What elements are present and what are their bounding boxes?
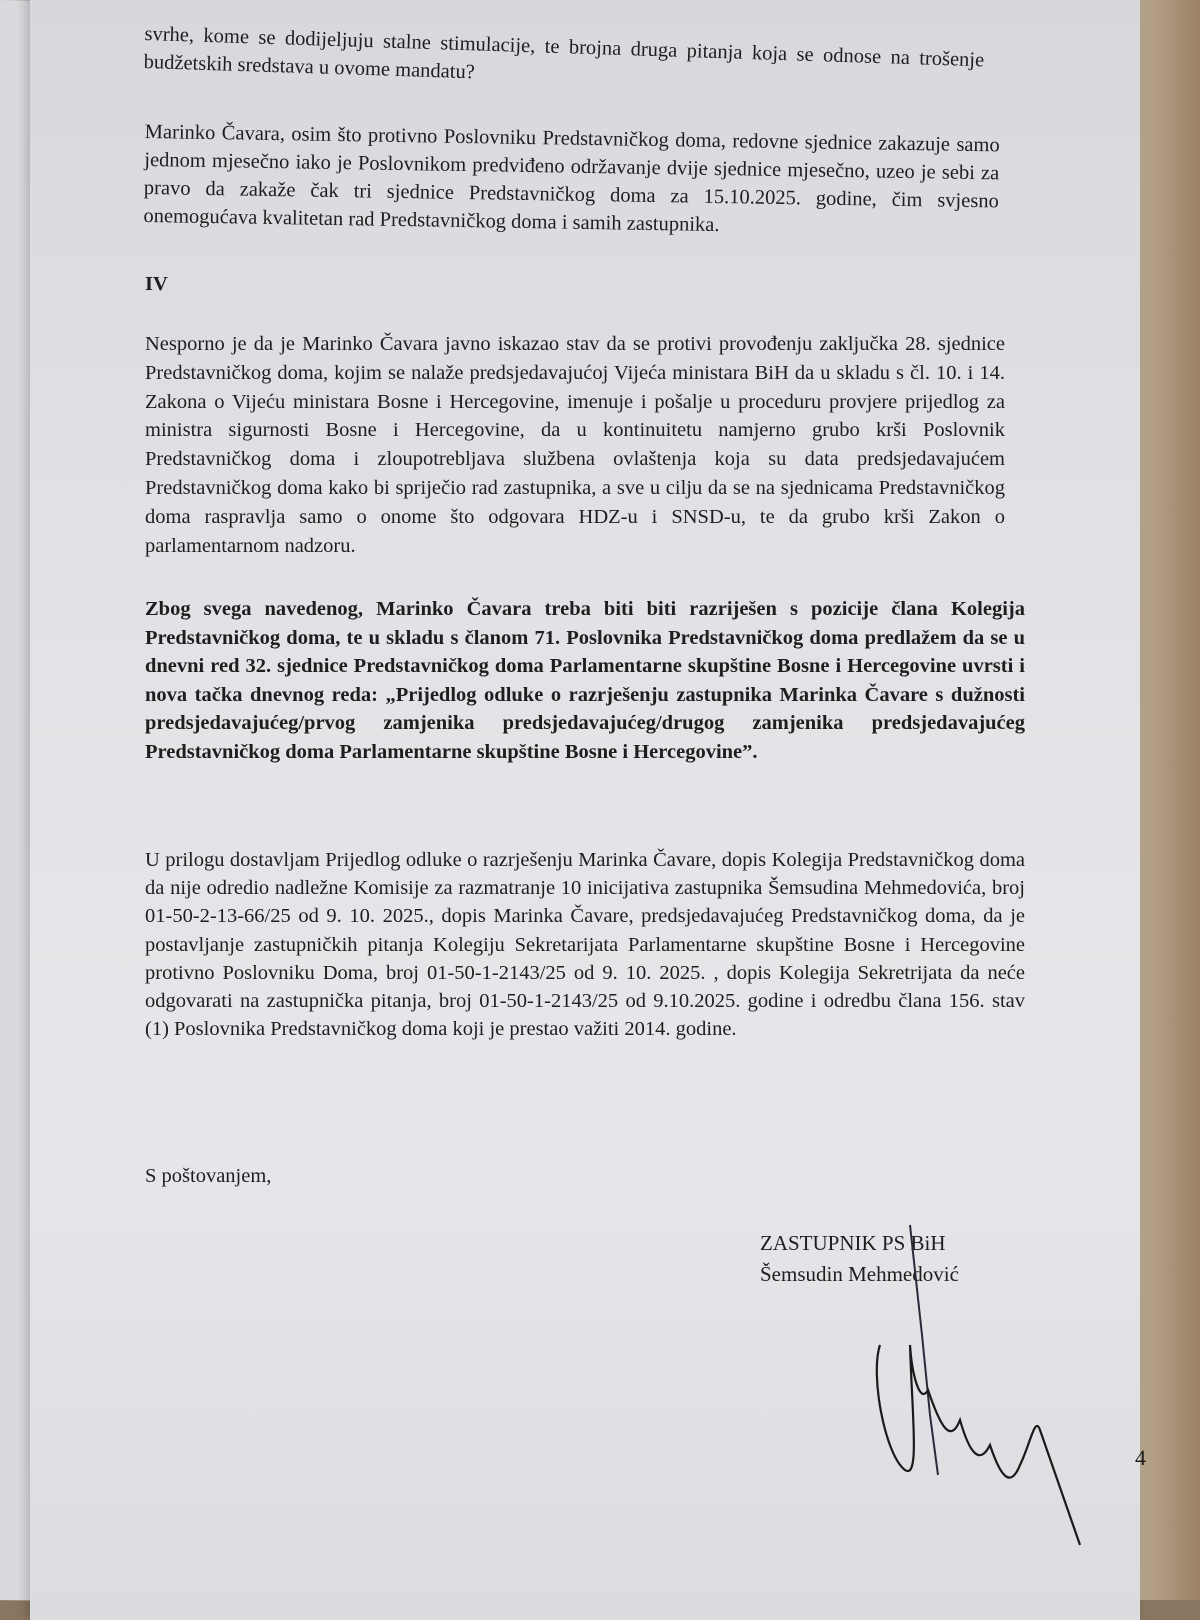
- signatory-title: ZASTUPNIK PS BiH: [760, 1231, 946, 1255]
- handwritten-signature-icon: [850, 1215, 1110, 1555]
- page-number: 4: [1135, 1445, 1146, 1470]
- signatory-name: Šemsudin Mehmedović: [760, 1262, 959, 1286]
- top-paragraph: svrhe, kome se dodijeljuju stalne stimulacije, te brojna druga pitanja koja se odnose na trošenje budžetskih sredstava u ovome mandatu?: [143, 22, 985, 84]
- paragraph-proposal-bold: Zbog svega navedenog, Marinko Čavara treba biti biti razriješen s pozicije člana Kolegija Predstavničkog doma, te u skladu s članom 71. Poslovnika Predstavničkog doma predlažem da se u dnevni red 32. sjednice Predstavničkog doma Parlamentarne skupštine Bosne i Hercegovine uvrsti i nova tačka dnevnog reda: „Prijedlog odluke o razrješenju zastupnika Marinka Čavare s dužnosti predsjedavajućeg/prvog zamjenika predsjedavajućeg/drugog zamjenika predsjedavajućeg Predstavničkog doma Parlamentarne skupštine Bosne i Hercegovine”.: [145, 598, 1025, 763]
- document-page: [30, 0, 1146, 1620]
- section-heading: IV: [145, 273, 168, 295]
- closing-salutation: S poštovanjem,: [145, 1165, 272, 1187]
- paragraph-scheduling: Marinko Čavara, osim što protivno Poslovniku Predstavničkog doma, redovne sjednice zakazuje samo jednom mjesečno iako je Poslovnikom predviđeno održavanje dvije sjednice mjesečno, uzeo je sebi za pravo da zakaže čak tri sjednice Predstavničkog doma za 15.10.2025. godine, čim svjesno onemogućava kvalitetan rad Predstavničkog doma i samih zastupnika.: [143, 120, 1000, 237]
- paragraph-attachments: U prilogu dostavljam Prijedlog odluke o razrješenju Marinka Čavare, dopis Kolegija Predstavničkog doma da nije odredio nadležne Komisije za razmatranje 10 inicijativa zastupnika Šemsudina Mehmedovića, broj 01-50-2-13-66/25 od 9. 10. 2025., dopis Marinka Čavare, predsjedavajućeg Predstavničkog doma, da je postavljanje zastupničkih pitanja Kolegiju Sekretarijata Parlamentarne skupštine Bosne i Hercegovine protivno Poslovniku Doma, broj 01-50-1-2143/25 od 9. 10. 2025. , dopis Kolegija Sekretrijata da neće odgovarati na zastupnička pitanja, broj 01-50-1-2143/25 od 9.10.2025. godine i odredbu člana 156. stav (1) Poslovnika Predstavničkog doma koji je prestao važiti 2014. godine.: [145, 849, 1025, 1041]
- desk-background: [1140, 0, 1200, 1600]
- paragraph-violations: Nesporno je da je Marinko Čavara javno iskazao stav da se protivi provođenju zaključka 28. sjednice Predstavničkog doma, kojim se nalaže predsjedavajućoj Vijeća ministara BiH da u skladu s čl. 10. i 14. Zakona o Vijeću ministara Bosne i Hercegovine, imenuje i pošalje u proceduru provjere prijedlog za ministra sigurnosti Bosne i Hercegovine, da u kontinuitetu namjerno grubo krši Poslovnik Predstavničkog doma i zloupotrebljava službena ovlaštenja koja su data predsjedavajućem Predstavničkog doma kako bi spriječio rad zastupnika, a sve u cilju da se na sjednicama Predstavničkog doma raspravlja samo o onome što odgovara HDZ-u i SNSD-u, te da grubo krši Zakon o parlamentarnom nadzoru.: [145, 333, 1005, 557]
